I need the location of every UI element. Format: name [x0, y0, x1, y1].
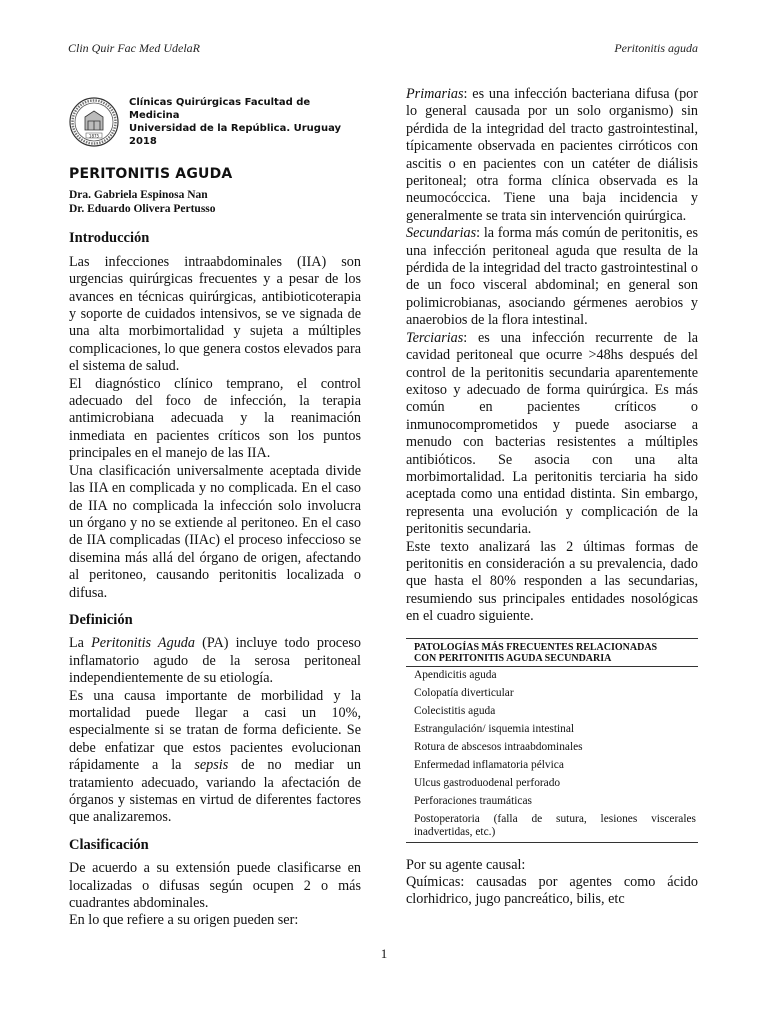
classification-paragraph-2: En lo que refiere a su origen pueden ser: [69, 912, 299, 929]
table-row: Rotura de abscesos intraabdominales [414, 740, 583, 753]
table-row: Colopatía diverticular [414, 686, 514, 699]
pathologies-table [406, 638, 698, 843]
authors [69, 189, 361, 216]
terciarias-paragraph: Terciarias: es una infección recurrente de la cavidad peritoneal que ocurre >48hs después del control de la peritonitis secundaria aparentemente exitoso y adecuado de forma quirúrgica. Es más común en pacientes críticos o inmunocomprometidos y puede asociarse a menudo con bacterias resistentes a múltiples antibióticos. Se asocia con una alta morbimortalidad. La peritonitis terciaria ha sido aceptada como una entidad distinta. Sin embargo, representa una evolución y complicación de la peritonitis secundaria. [406, 329, 698, 538]
left-column [69, 96, 361, 930]
running-header-left: Clin Quir Fac Med UdelaR [68, 41, 200, 55]
table-row: Estrangulación/ isquemia intestinal [414, 722, 575, 735]
intro-paragraph-2: El diagnóstico clínico temprano, el control adecuado del foco de infección, la terapia antimicrobiana adecuada y la reanimación inmediata en pacientes críticos son los puntos principales en el manejo de las IIA. [69, 375, 361, 462]
definition-heading: Definición [69, 611, 133, 628]
author-2: Dr. Eduardo Olivera Pertusso [69, 202, 216, 215]
intro-paragraph-3: Una clasificación universalmente aceptada divide las IIA en complicada y no complicada. En el caso de IIA no complicada la infección solo involucra un órgano y no se extiende al peritoneo. En el caso de IIA complicadas (IIAc) el proceso infeccioso se disemina más allá del órgano de origen, afectando al peritoneo, causando peritonitis localizada o difusa. [69, 462, 361, 601]
table-row: Apendicitis aguda [414, 668, 497, 681]
right-column [406, 86, 698, 909]
institution-block [69, 96, 361, 148]
institution-line-2: Universidad de la República. Uruguay 2018 [129, 123, 342, 147]
classification-paragraph-1: De acuerdo a su extensión puede clasificarse en localizadas o difusas según ocupen 2 o más cuadrantes abdominales. [69, 860, 361, 912]
table-header: PATOLOGÍAS MÁS FRECUENTES RELACIONADAS CON PERITONITIS AGUDA SECUNDARIA [406, 639, 698, 667]
causal-paragraph-2: Químicas: causadas por agentes como ácido clorhidrico, jugo pancreático, bilis, etc [406, 874, 698, 908]
intro-paragraph-1: Las infecciones intraabdominales (IIA) son urgencias quirúrgicas frecuentes y a pesar de los avances en técnicas quirúrgicas, antibioticoterapia y soporte de cuidados intensivos, se ve signada de una alta morbimortalidad y sujeta a múltiples complicaciones, lo que genera costos elevados para el sistema de salud. [69, 253, 361, 375]
summary-paragraph: Este texto analizará las 2 últimas formas de peritonitis en consideración a su prevalencia, dado que hasta el 80% responden a las secundarias, resumiendo sus principales entidades nosológicas en el cuadro siguiente. [406, 538, 698, 625]
causal-paragraph-1: Por su agente causal: [406, 856, 526, 873]
definition-paragraph-2: Es una causa importante de morbilidad y la mortalidad puede llegar a casi un 10%, especialmente si se tratan de forma deficiente. Se debe enfatizar que estos pacientes evolucionan rápidamente a la sepsis de no mediar un tratamiento adecuado, variando la afectación de órganos y sistemas en virtud de diferentes factores que analizaremos. [69, 687, 361, 826]
institution-line-1: Clínicas Quirúrgicas Facultad de Medicina [129, 97, 311, 121]
table-row: Ulcus gastroduodenal perforado [414, 776, 561, 789]
page-number: 1 [380, 946, 388, 961]
causal-section [406, 857, 698, 909]
university-seal-icon [69, 97, 119, 147]
author-1: Dra. Gabriela Espinosa Nan [69, 189, 208, 202]
table-row: Postoperatoria (falla de sutura, lesiones viscerales inadvertidas, etc.) [414, 812, 696, 838]
table-row: Perforaciones traumáticas [414, 794, 532, 807]
intro-heading: Introducción [69, 230, 150, 247]
table-row: Colecistitis aguda [414, 704, 496, 717]
secundarias-paragraph: Secundarias: la forma más común de peritonitis, es una infección peritoneal aguda que resulta de la pérdida de la integridad del tracto gastrointestinal o de un foco visceral abdominal; en general son polimicrobianas, asociando gérmenes aerobios y anaerobios de la flora intestinal. [406, 225, 698, 329]
table-row: Enfermedad inflamatoria pélvica [414, 758, 564, 771]
document-title: PERITONITIS AGUDA [69, 166, 233, 182]
institution-text [129, 96, 361, 148]
running-header-right: Peritonitis aguda [614, 41, 698, 55]
seal-year: 1875 [88, 133, 100, 139]
primarias-paragraph: Primarias: es una infección bacteriana difusa (por lo general causada por un solo organismo) sin pérdida de la integridad del tracto gastrointestinal, típicamente observada en pacientes cirróticos con ascitis o en pacientes con un catéter de diálisis peritoneal; otra forma clínica observada es la neumocóccica. Tiene una baja incidencia y generalmente se trata sin intervención quirúrgica. [406, 86, 698, 224]
classification-heading: Clasificación [69, 836, 149, 853]
definition-paragraph-1: La Peritonitis Aguda (PA) incluye todo proceso inflamatorio agudo de la serosa peritoneal independientemente de su etiología. [69, 635, 362, 687]
